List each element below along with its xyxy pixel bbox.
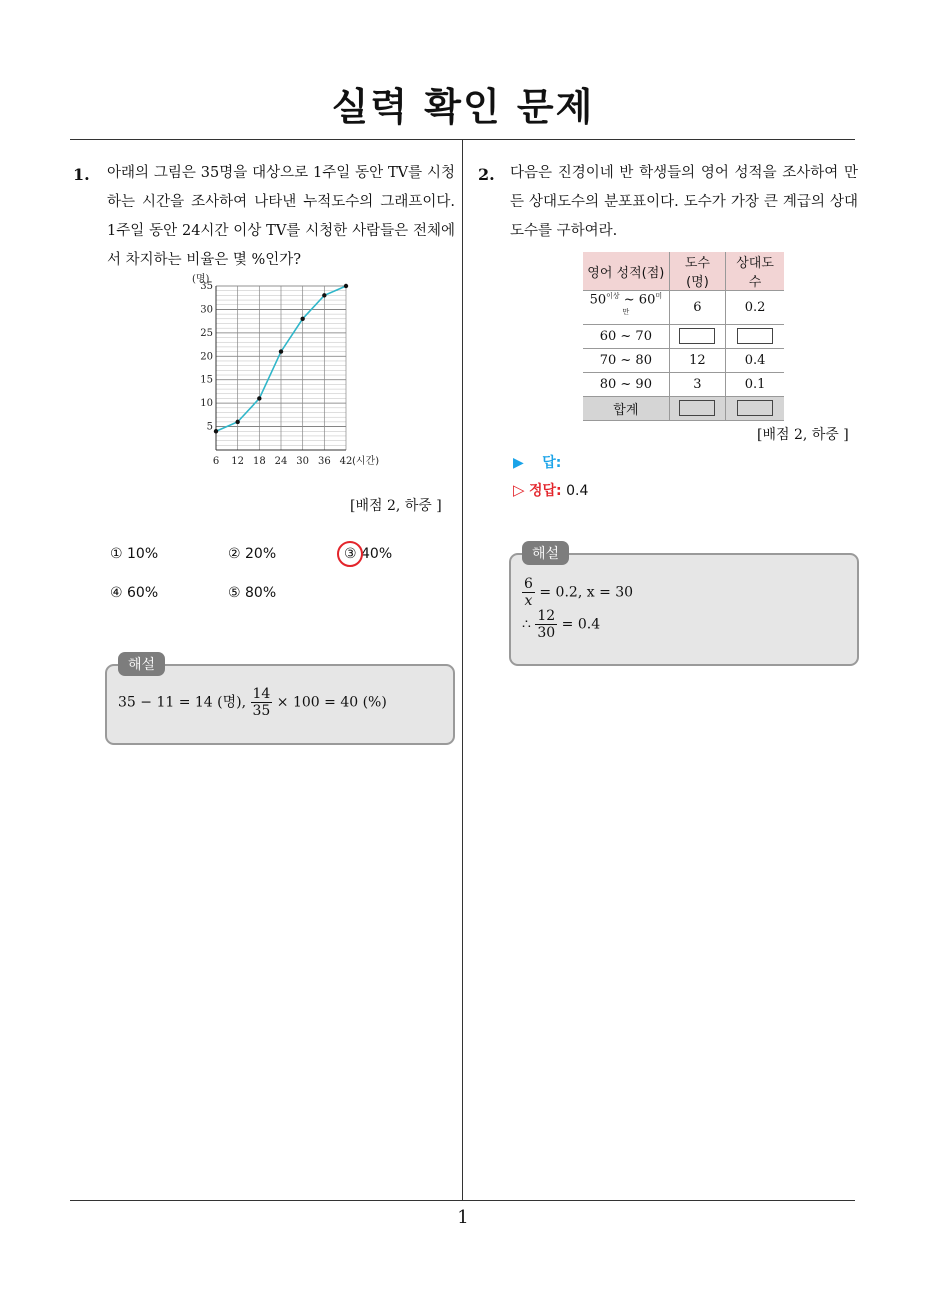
q1-chart [188,270,388,470]
data-point [214,429,218,433]
range-cell: 80 ~ 90 [583,372,669,396]
freq-blank-cell [669,324,725,348]
play-icon: ▶ [513,455,524,471]
x-tick-label: 36 [317,456,331,467]
q1-expl-part1: 35 − 11 = 14 (명), [118,694,247,711]
q1-explanation [118,686,387,719]
table-header: 상대도수 [726,252,784,291]
y-tick-label: 25 [200,327,213,339]
q2-explanation-line2: ∴ $\frac{12}{30}$ = 0.4 [522,608,601,641]
x-tick-label: 12 [231,456,245,467]
page-number: 1 [457,1207,469,1228]
table-row [583,291,784,325]
table-row [583,348,784,372]
total-blank-cell [726,396,784,420]
data-point [300,317,304,321]
q2-text: 다음은 진경이네 반 학생들의 영어 성적을 조사하여 만든 상대도수의 분포표이다. 도수가 가장 큰 계급의 상대도수를 구하여라. [510,165,858,239]
freq-cell: 6 [669,291,725,325]
q2-explanation-tag: 해설 [522,541,569,565]
table-header: 도수(명) [669,252,725,291]
data-point [257,396,261,400]
blank-box [737,328,773,344]
freq-cell: 12 [669,348,725,372]
choice-5[interactable]: ⑤ 80% [228,585,277,601]
blank-box [679,400,715,416]
choice-1[interactable]: ① 10% [110,546,159,562]
rel-cell: 0.2 [726,291,784,325]
range-cell: $50^{이상}$ ~ $60^{미만}$ [583,291,669,325]
q1-meta: [배점 2, 하중 ] [350,498,442,514]
rel-blank-cell [726,324,784,348]
q1-explanation-tag: 해설 [118,652,165,676]
table-row [583,372,784,396]
data-point [322,293,326,297]
choice-2[interactable]: ② 20% [228,546,277,562]
y-tick-label: 5 [206,421,213,433]
rel-cell: 0.1 [726,372,784,396]
freq-cell: 3 [669,372,725,396]
correct-answer-line [513,480,588,500]
y-tick-label: 20 [200,351,213,363]
column-divider [462,139,463,1200]
y-tick-label: 10 [200,398,213,410]
choice-4[interactable]: ④ 60% [110,585,159,601]
total-label: 합계 [583,396,669,420]
x-tick-label: 24 [274,456,288,467]
q2-expl-fraction-2: $\frac{12}{30}$ [537,608,556,641]
x-tick-label: 30 [296,456,310,467]
blank-box [679,328,715,344]
blank-box [737,400,773,416]
data-point [279,349,283,353]
range-cell: 60 ~ 70 [583,324,669,348]
hollow-play-icon: ▷ [513,481,525,499]
selected-circle-mark [337,541,363,567]
table-header: 영어 성적(점) [583,252,669,291]
x-tick-label: 42 [339,456,353,467]
data-point [344,284,348,288]
x-tick-label: 6 [212,456,220,467]
y-tick-label: 15 [200,374,213,386]
q1-expl-fraction: $\frac{14}{35}$ [252,686,271,719]
q1-text: 아래의 그림은 35명을 대상으로 1주일 동안 TV를 시청하는 시간을 조사하여 나타낸 누적도수의 그래프이다. 1주일 동안 24시간 이상 TV를 시청한 사람들은 전체에서 차지하는 비율은 몇 %인가? [107,165,455,268]
total-blank-cell [669,396,725,420]
q2-expl-fraction-1: $\frac{6}{x}$ [524,576,533,609]
y-tick-label: 35 [200,281,213,292]
correct-label: 정답: [529,483,562,499]
q2-number: 2. [478,165,495,184]
q1-number: 1. [73,165,90,184]
footer-rule [70,1200,855,1201]
table-total-row [583,396,784,420]
x-axis-label: (시간) [352,456,380,467]
q1-expl-part2: × 100 = 40 (%) [276,694,387,711]
q2-explanation-line1: $\frac{6}{x}$ = 0.2, x = 30 [524,576,634,609]
rel-cell: 0.4 [726,348,784,372]
y-tick-label: 30 [200,304,213,316]
range-cell: 70 ~ 80 [583,348,669,372]
answer-label: 답: [542,455,562,471]
q2-meta: [배점 2, 하중 ] [757,427,849,443]
answer-line[interactable] [513,452,561,472]
x-tick-label: 18 [252,456,266,467]
table-row [583,324,784,348]
y-axis-label: (명) [192,274,210,285]
choice-3[interactable]: ③ 40% [344,546,393,562]
data-point [235,420,239,424]
page-title: 실력 확인 문제 [331,85,595,129]
correct-value: 0.4 [566,483,589,499]
frequency-table [583,252,784,421]
